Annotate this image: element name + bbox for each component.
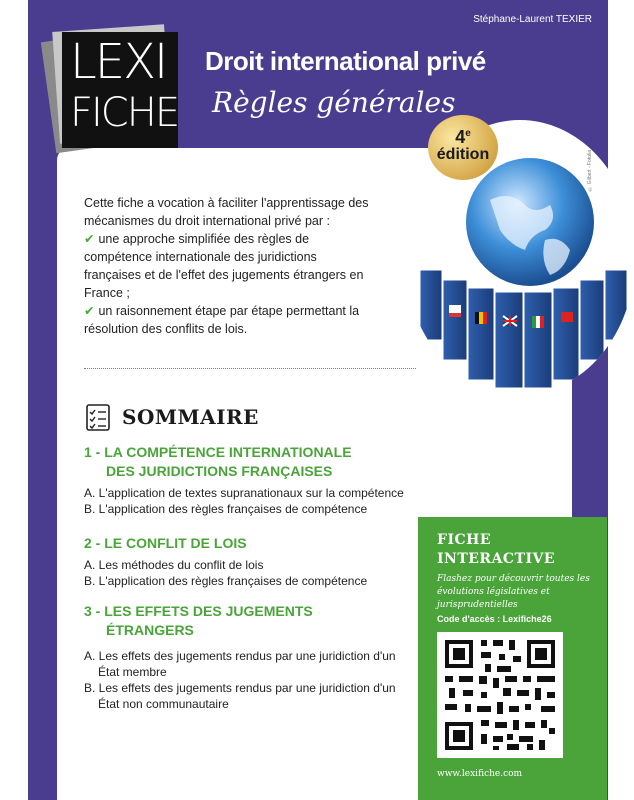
book-spine [524, 292, 552, 388]
fiche-description: Flashez pour découvrir toutes les évolutions législatives et jurisprudentielles [437, 574, 590, 610]
book-spine [580, 280, 604, 360]
flag-icon [540, 316, 544, 328]
logo-lexi-text: LEXI [70, 34, 167, 90]
edition-badge [428, 115, 498, 180]
book-spine [468, 288, 494, 380]
qr-code-icon [437, 632, 563, 758]
edition-number: 4 [455, 127, 466, 147]
section-item: A. Les méthodes du conflit de lois [84, 558, 264, 572]
flag-icon [483, 312, 487, 324]
section-item: B. Les effets des jugements rendus par une juridiction d'un État non communautaire [84, 681, 396, 711]
section-title-line: 1 - LA COMPÉTENCE INTERNATIONALE [84, 444, 352, 460]
flag-icon [536, 316, 540, 328]
section-title-line: DES JURIDICTIONS FRANÇAISES [106, 463, 333, 479]
intro-bullet [84, 230, 369, 302]
fiche-title-line: FICHE [437, 532, 492, 548]
intro-bullet-text: un raisonnement étape par étape permettant la résolution des conflits de lois. [84, 304, 360, 336]
flag-icon [475, 312, 479, 324]
logo-box [62, 32, 178, 148]
page-title: Droit international privé [205, 46, 486, 76]
section-title [84, 602, 404, 640]
section-item: B. L'application des règles françaises de compétence [84, 502, 368, 516]
flag-icon [479, 312, 483, 324]
sommaire-header [84, 402, 259, 432]
edition-suffix: e [465, 128, 471, 139]
checklist-icon [84, 402, 112, 432]
section-item: A. Les effets des jugements rendus par une juridiction d'un État membre [84, 649, 396, 679]
section-title-line: 2 - LE CONFLIT DE LOIS [84, 535, 247, 551]
flag-icon [561, 312, 573, 322]
check-icon: ✔ [84, 304, 95, 318]
intro-text [84, 194, 369, 338]
book-spine [443, 280, 467, 360]
fiche-interactive-box [418, 517, 607, 800]
section-items [84, 485, 404, 517]
sommaire-title: SOMMAIRE [122, 405, 259, 429]
flag-icon [449, 313, 461, 317]
section-items [84, 648, 404, 712]
fiche-interactive-title [437, 531, 555, 569]
logo-fiche-text: FICHE [70, 90, 179, 136]
section-item: A. L'application de textes supranationaux sur la compétence [84, 486, 404, 500]
page-subtitle: Règles générales [212, 86, 456, 119]
sommaire-section-1 [84, 443, 404, 517]
flag-icon [449, 305, 461, 313]
book-spine [605, 270, 627, 340]
sommaire-section-2 [84, 534, 404, 589]
section-item: B. L'application des règles françaises de compétence [84, 574, 368, 588]
intro-bullet [84, 302, 369, 338]
qr-code[interactable] [437, 632, 563, 758]
book-spine [553, 288, 579, 380]
sommaire-section-3 [84, 602, 404, 712]
photo-credit: © Gilbert - Fotolia [587, 150, 593, 192]
section-title [84, 534, 404, 553]
book-spine [495, 292, 523, 388]
section-title-line: ÉTRANGERS [106, 622, 194, 638]
author-name: Stéphane-Laurent TEXIER [473, 14, 592, 25]
section-items [84, 557, 404, 589]
intro-paragraph: Cette fiche a vocation à faciliter l'apprentissage des mécanismes du droit international privé par : [84, 196, 369, 228]
lexifiche-logo [48, 24, 188, 164]
website-link[interactable]: www.lexifiche.com [437, 769, 523, 779]
intro-bullet-text: une approche simplifiée des règles de compétence internationale des juridictions françaises et de l'effet des jugements étrangers en France ; [84, 232, 364, 300]
access-code: Code d'accès : Lexifiche26 [437, 614, 552, 624]
section-title-line: 3 - LES EFFETS DES JUGEMENTS [84, 603, 313, 619]
edition-word: édition [436, 146, 490, 163]
fiche-title-line: INTERACTIVE [437, 551, 556, 567]
book-spine [420, 270, 442, 340]
dotted-divider [84, 368, 416, 369]
section-title [84, 443, 404, 481]
flag-icon [532, 316, 536, 328]
edition-number-line [428, 125, 498, 146]
check-icon: ✔ [84, 232, 95, 246]
